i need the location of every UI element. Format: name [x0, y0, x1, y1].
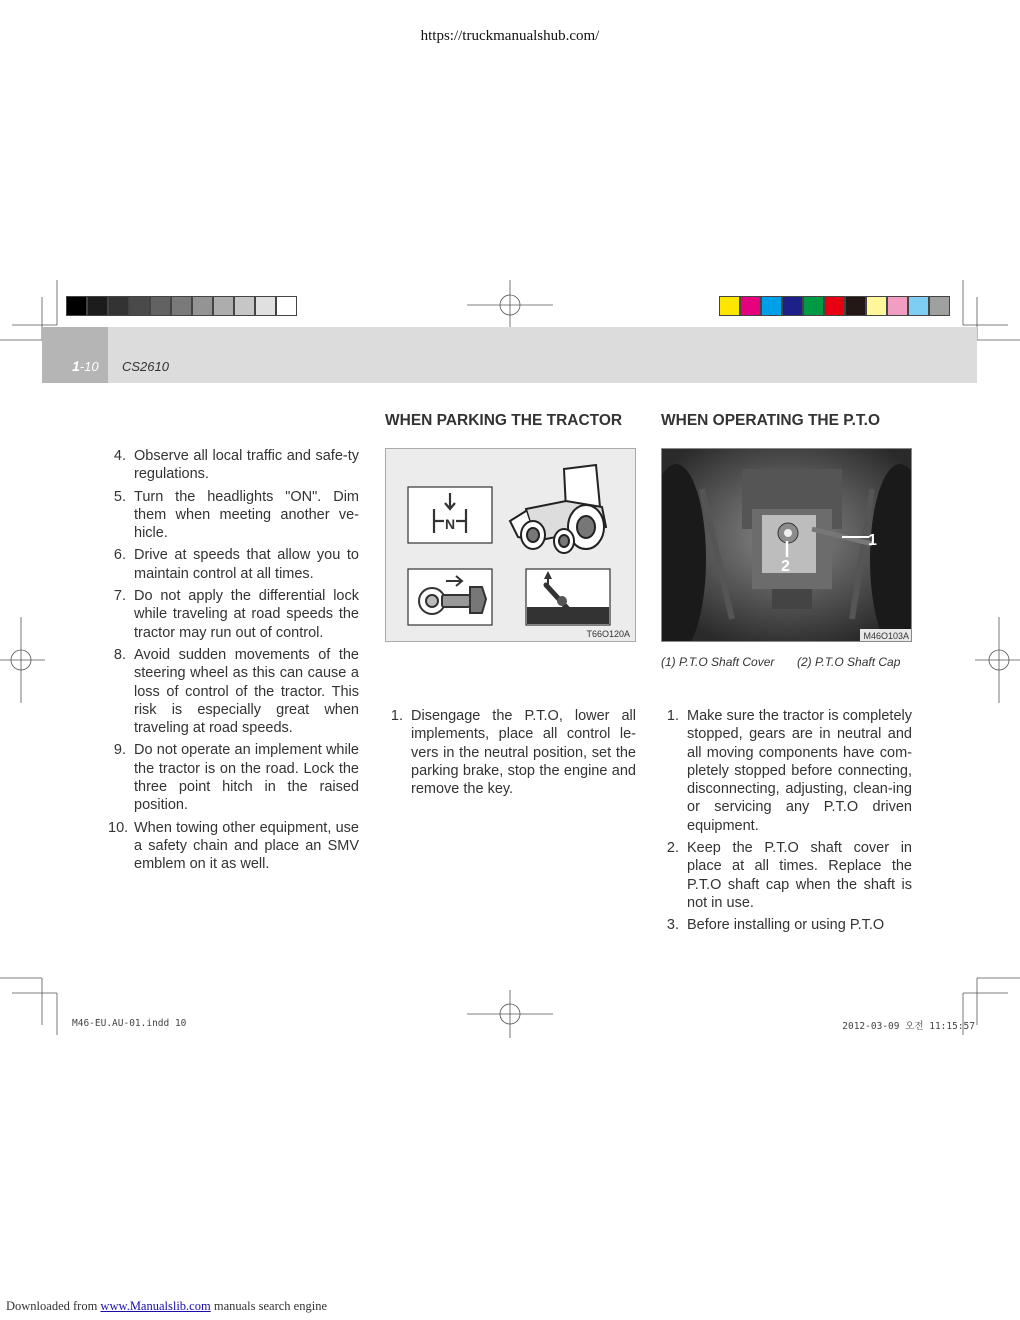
callout-2: 2 [781, 558, 790, 575]
item-text: Disengage the P.T.O, lower all implements, place all control le-vers in the neutral position, set the parking brake, stop the engine and remove the key. [411, 708, 636, 798]
list-item [108, 646, 359, 737]
color-swatch-2 [740, 296, 761, 316]
gray-swatch-2 [87, 296, 108, 316]
color-swatch-strip [719, 296, 950, 316]
list-item [108, 447, 359, 484]
item-number: 6. [113, 547, 126, 564]
model-name: CS2610 [122, 359, 169, 374]
list-item [108, 488, 359, 543]
source-url[interactable]: https://truckmanualshub.com/ [420, 28, 600, 44]
manualslib-link[interactable]: www.Manualslib.com [100, 1299, 211, 1313]
download-suffix: manuals search engine [210, 1299, 327, 1313]
item-text: When towing other equipment, use a safety chain and place an SMV emblem on it as well. [134, 819, 359, 873]
list-item [385, 707, 636, 798]
footer-file-info: M46-EU.AU-01.indd 10 [72, 1018, 187, 1029]
pto-photo-illustration [662, 449, 912, 642]
item-number: 7. [113, 588, 126, 605]
color-swatch-10 [908, 296, 929, 316]
gray-swatch-8 [213, 296, 234, 316]
list-item [108, 819, 359, 874]
grayscale-swatch-strip [66, 296, 297, 316]
item-number: 10. [108, 819, 129, 836]
caption-shaft-cover: (1) P.T.O Shaft Cover [661, 655, 775, 669]
pto-photo [661, 448, 912, 642]
parking-illustration [386, 449, 635, 641]
color-swatch-1 [719, 296, 740, 316]
parking-figure-code: T66O120A [586, 629, 630, 639]
gray-swatch-1 [66, 296, 87, 316]
item-number: 4. [113, 448, 126, 464]
item-number: 9. [113, 742, 126, 759]
color-swatch-6 [824, 296, 845, 316]
item-text: Before installing or using P.T.O [687, 917, 885, 934]
footer-timestamp: 2012-03-09 오전 11:15:57 [842, 1021, 975, 1032]
color-swatch-5 [803, 296, 824, 316]
list-item [108, 587, 359, 642]
list-item [661, 916, 912, 934]
header-band [42, 327, 977, 383]
pto-steps-list [661, 707, 912, 939]
item-number: 8. [113, 646, 126, 663]
gray-swatch-5 [150, 296, 171, 316]
parking-steps-list [385, 707, 636, 802]
item-text: Turn the headlights "ON". Dim them when meeting another ve-hicle. [134, 488, 359, 542]
pto-figure-code: M46O103A [863, 631, 909, 641]
item-number: 2. [666, 840, 679, 857]
gray-swatch-10 [255, 296, 276, 316]
caption-shaft-cap: (2) P.T.O Shaft Cap [797, 655, 901, 669]
item-number: 5. [113, 488, 126, 505]
list-item [108, 546, 359, 583]
parking-heading: WHEN PARKING THE TRACTOR [385, 412, 623, 429]
color-swatch-11 [929, 296, 950, 316]
page-number-minor: -10 [79, 359, 99, 374]
pto-heading: WHEN OPERATING THE P.T.O [661, 412, 881, 429]
item-text: Drive at speeds that allow you to maintain control at all times. [134, 547, 359, 582]
tractor-icon [510, 465, 606, 553]
header-tab [42, 327, 108, 383]
list-item [108, 741, 359, 814]
color-swatch-7 [845, 296, 866, 316]
list-item [661, 707, 912, 835]
driving-rules-list [108, 447, 359, 878]
download-note [6, 1299, 327, 1314]
item-text: Observe all local traffic and safe-ty regulations. [134, 448, 359, 483]
color-swatch-4 [782, 296, 803, 316]
item-text: Do not operate an implement while the tractor is on the road. Lock the three point hitch in the raised position. [134, 742, 359, 814]
item-text: Make sure the tractor is completely stopped, gears are in neutral and all moving components have com-pletely stopped before connecting, disconnecting, adjusting, clean-ing or servicing any P.T.O driven equipment. [687, 708, 912, 834]
list-item [661, 839, 912, 912]
page-number [72, 358, 99, 374]
gray-swatch-4 [129, 296, 150, 316]
item-number: 1. [390, 708, 403, 724]
gray-swatch-3 [108, 296, 129, 316]
color-swatch-8 [866, 296, 887, 316]
gray-swatch-11 [276, 296, 297, 316]
parking-figure [385, 448, 636, 642]
item-number: 3. [666, 917, 679, 934]
item-text: Do not apply the differential lock while traveling at road speeds the tractor may run out of control. [134, 588, 359, 641]
gray-swatch-6 [171, 296, 192, 316]
item-text: Avoid sudden movements of the steering wheel as this can cause a loss of control of the tractor. This risk is especially great when traveling at road speeds. [134, 646, 359, 737]
item-text: Keep the P.T.O shaft cover in place at all times. Replace the P.T.O shaft cap when the shaft is not in use. [687, 840, 912, 911]
page-number-major: 1 [72, 358, 80, 374]
download-prefix: Downloaded from [6, 1299, 101, 1313]
gray-swatch-7 [192, 296, 213, 316]
callout-1: 1 [868, 532, 877, 549]
gray-swatch-9 [234, 296, 255, 316]
color-swatch-9 [887, 296, 908, 316]
neutral-symbol: N [444, 516, 456, 532]
item-number: 1. [666, 708, 679, 724]
color-swatch-3 [761, 296, 782, 316]
